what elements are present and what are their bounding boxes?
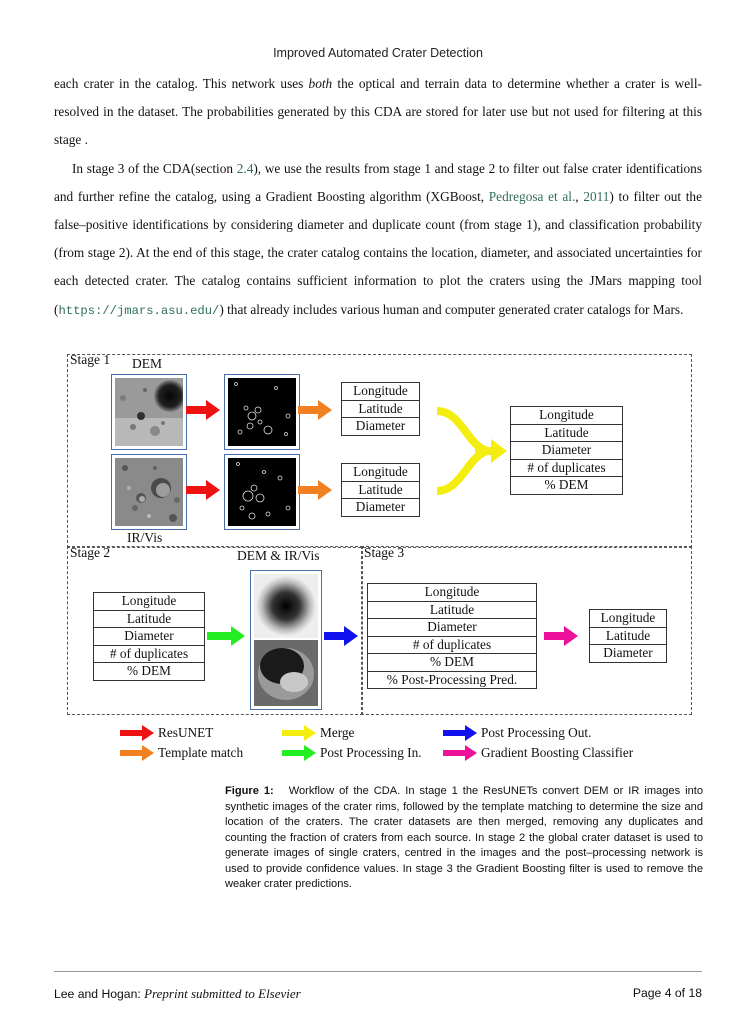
final-latitude: Latitude xyxy=(590,628,666,646)
p1-text-b: the optical and terrain data to determine whether a crater is well-resolved in the dataset. The probabilities generated by this CDA are stored for later use but not used for filtering at this stage . xyxy=(54,76,702,148)
stage2-crop-images xyxy=(250,570,322,710)
footer-authors: Lee and Hogan: xyxy=(54,987,145,1001)
s3-duplicates: # of duplicates xyxy=(368,637,536,655)
legend-template-label: Template match xyxy=(158,745,244,760)
figure-caption xyxy=(225,784,703,893)
footer-citation xyxy=(54,986,301,1002)
legend-postproc-in-label: Post Processing In. xyxy=(320,745,422,760)
citation-author-link[interactable]: Pedregosa et al. xyxy=(488,188,576,204)
legend-green-arrow-icon xyxy=(282,745,316,761)
s3-dem-pct: % DEM xyxy=(368,654,536,672)
merged-latitude: Latitude xyxy=(511,425,622,443)
p1-text-a: each crater in the catalog. This network uses xyxy=(54,76,309,91)
s3-diameter: Diameter xyxy=(368,619,536,637)
page-number: Page 4 of 18 xyxy=(632,986,702,1000)
irvis-rim-icon xyxy=(228,458,296,526)
irvis-latitude: Latitude xyxy=(342,482,419,500)
gradient-boosting-arrow xyxy=(544,626,578,646)
citation-year-link[interactable]: 2011 xyxy=(583,188,610,204)
running-header: Improved Automated Crater Detection xyxy=(273,46,483,60)
final-diameter: Diameter xyxy=(603,645,653,660)
merged-longitude: Longitude xyxy=(511,407,622,425)
template-arrow-irvis xyxy=(298,480,332,500)
section-ref-link[interactable]: 2.4 xyxy=(236,160,254,176)
dem-rim-icon xyxy=(228,378,296,446)
p2-text-b: ), we use the results from stage 1 and stage 2 to filter out false crater identifications and further refine the catalog, using a Gradient Boosting algorithm (XGBoost, xyxy=(54,160,702,204)
s3-postproc-pred: % Post-Processing Pred. xyxy=(386,671,518,687)
legend-postproc-out-label: Post Processing Out. xyxy=(481,725,592,740)
stage2-catalog-box xyxy=(93,592,205,681)
stage2-label: Stage 2 xyxy=(70,545,111,560)
stage3-catalog-box xyxy=(367,583,537,689)
legend-yellow-arrow-icon xyxy=(282,725,316,741)
s3-latitude: Latitude xyxy=(368,602,536,620)
body-text xyxy=(54,70,702,325)
dem-catalog-box xyxy=(341,382,420,436)
crop-crater-icon xyxy=(254,574,318,706)
legend-resunet xyxy=(120,725,213,741)
irvis-label: IR/Vis xyxy=(127,530,163,545)
legend-orange-arrow-icon xyxy=(120,745,154,761)
dem-input-image xyxy=(111,374,187,450)
s2-dem-pct: % DEM xyxy=(127,663,171,678)
s2-diameter: Diameter xyxy=(94,628,204,646)
merged-dem-pct: % DEM xyxy=(544,477,589,492)
resunet-arrow-dem xyxy=(186,399,220,421)
final-longitude: Longitude xyxy=(590,610,666,628)
final-catalog-box xyxy=(589,609,667,663)
legend-gradient-label: Gradient Boosting Classifier xyxy=(481,745,634,760)
irvis-input-image xyxy=(111,454,187,530)
p2-text-c: ) to filter out the false–positive identifications by considering diameter and duplicate count (from stage 1), and classification probability (from stage 2). At the end of this stage, the crater catalog contains the location, diameter, and associated uncertainties for each detected crater. The catalog contains sufficient information to plot the craters using the JMars mapping tool ( xyxy=(54,188,702,317)
legend-blue-arrow-icon xyxy=(443,725,477,741)
irvis-longitude: Longitude xyxy=(342,464,419,482)
dem-label: DEM xyxy=(132,356,162,371)
dem-longitude: Longitude xyxy=(342,383,419,401)
stage3-frame xyxy=(361,546,692,715)
legend-postproc-out xyxy=(443,725,591,741)
legend-gradient-boosting xyxy=(443,745,633,761)
irvis-rim-output-image xyxy=(224,454,300,530)
dem-irvis-label: DEM & IR/Vis xyxy=(237,548,320,563)
stage1-frame xyxy=(67,354,692,548)
paragraph-2 xyxy=(54,155,702,325)
p2-text-a: In stage 3 of the CDA(section xyxy=(72,160,237,176)
jmars-url-link[interactable]: https://jmars.asu.edu/ xyxy=(58,303,220,318)
stage3-label: Stage 3 xyxy=(364,545,405,560)
irvis-crater-icon xyxy=(115,458,183,526)
legend-red-arrow-icon xyxy=(120,725,154,741)
irvis-diameter: Diameter xyxy=(355,499,406,514)
caption-label: Figure 1: xyxy=(225,785,274,797)
legend-template-match xyxy=(120,745,243,761)
merged-diameter: Diameter xyxy=(511,442,622,460)
s2-longitude: Longitude xyxy=(94,593,204,611)
paragraph-1 xyxy=(54,70,702,155)
s2-latitude: Latitude xyxy=(94,611,204,629)
legend-resunet-label: ResUNET xyxy=(158,725,214,740)
stage1-label: Stage 1 xyxy=(70,352,111,367)
footer-rule xyxy=(54,971,702,972)
irvis-catalog-box xyxy=(341,463,420,517)
citation-sep: , xyxy=(575,188,584,204)
postproc-in-arrow xyxy=(207,626,245,646)
caption-text: Workflow of the CDA. In stage 1 the ResUNETs convert DEM or IR images into synthetic images of the crater rims, followed by the template matching to determine the size and location of the craters. The crater datasets are then merged, removing any duplicates and counting the fraction of craters from each source. In stage 2 the global crater dataset is used to generate images of single craters, centred in the images and the post–processing network is used to provide confidence values. In stage 3 the Gradient Boosting filter is used to remove the weaker crater predictions. xyxy=(225,785,703,890)
stage2-frame xyxy=(67,546,363,715)
resunet-arrow-irvis xyxy=(186,479,220,501)
p2-text-d: ) that already includes various human and computer generated crater catalogs for Mars. xyxy=(219,301,684,317)
merge-arrow xyxy=(435,405,507,497)
legend-merge-label: Merge xyxy=(320,725,355,740)
merged-catalog-box xyxy=(510,406,623,495)
dem-diameter: Diameter xyxy=(355,418,406,433)
merged-duplicates: # of duplicates xyxy=(511,460,622,478)
s2-duplicates: # of duplicates xyxy=(94,646,204,664)
legend-magenta-arrow-icon xyxy=(443,745,477,761)
dem-rim-output-image xyxy=(224,374,300,450)
template-arrow-dem xyxy=(298,400,332,420)
legend-postproc-in xyxy=(282,745,422,761)
s3-longitude: Longitude xyxy=(368,584,536,602)
legend-merge xyxy=(282,725,354,741)
dem-latitude: Latitude xyxy=(342,401,419,419)
footer-journal: Preprint submitted to Elsevier xyxy=(144,986,301,1001)
postproc-out-arrow xyxy=(324,626,358,646)
p1-emphasis: both xyxy=(308,76,333,91)
dem-crater-icon xyxy=(115,378,183,446)
